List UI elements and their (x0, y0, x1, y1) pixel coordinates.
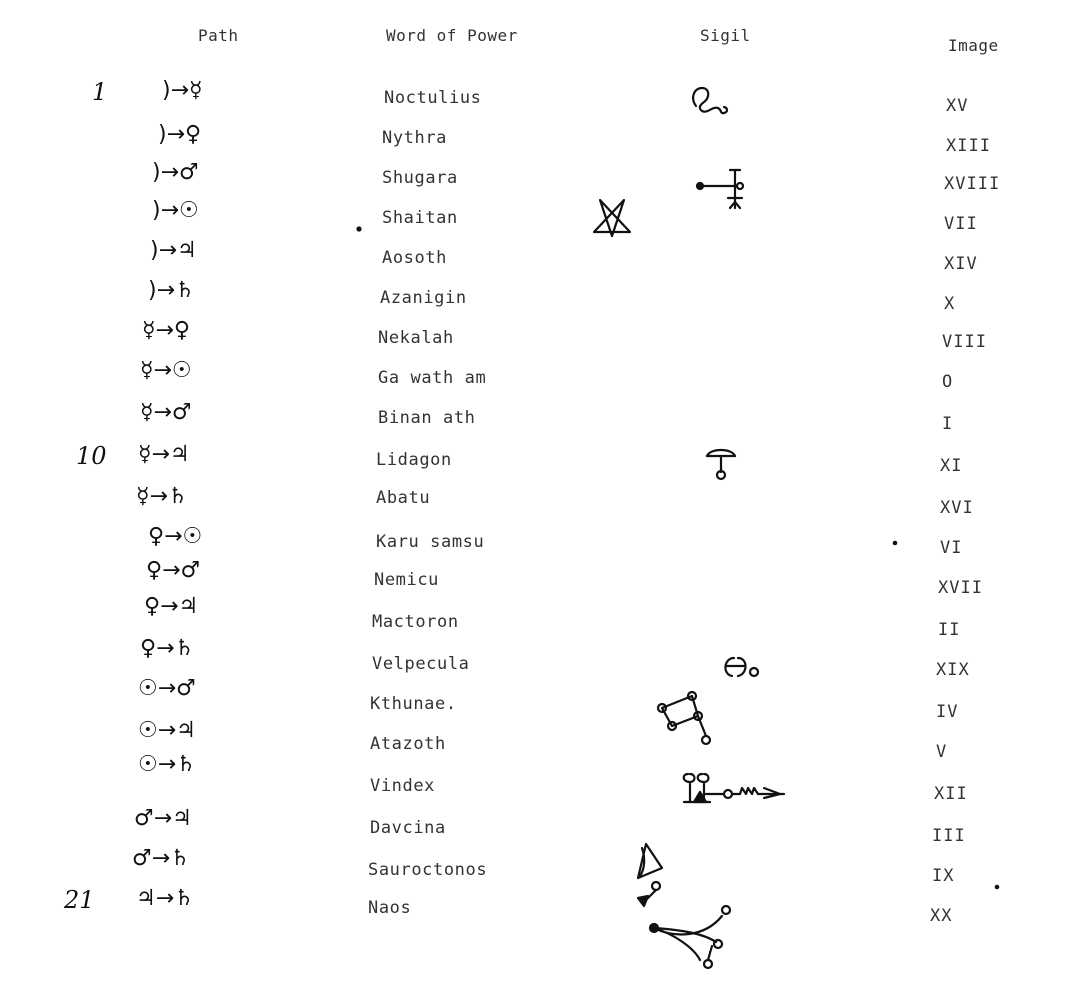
path-symbols: ☿→♀ (142, 318, 191, 343)
path-symbols: ☿→♃ (138, 442, 190, 467)
word-of-power: Ga wath am (378, 368, 487, 388)
sigil-shugara-icon (694, 164, 754, 214)
path-symbols: ☉→♂ (138, 676, 196, 701)
path-symbols: ☉→♄ (138, 752, 196, 777)
table-row (0, 278, 1080, 318)
path-number: 21 (64, 886, 95, 914)
word-of-power: Lidagon (376, 450, 452, 470)
table-row (0, 358, 1080, 398)
path-symbols: ☿→☉ (140, 358, 192, 383)
path-symbols: ♀→☉ (148, 524, 203, 549)
scan-speck (356, 226, 362, 232)
path-symbols: ♀→♃ (144, 594, 199, 619)
table-row (0, 636, 1080, 680)
table-row (0, 594, 1080, 640)
table-row (0, 558, 1080, 598)
table-row (0, 160, 1080, 200)
table-row (0, 318, 1080, 358)
path-symbols: )→☿ (162, 78, 203, 103)
word-of-power: Vindex (370, 776, 436, 796)
image-numeral: XIII (946, 136, 991, 156)
image-numeral: XVII (938, 578, 983, 598)
image-numeral: VII (944, 214, 978, 234)
path-symbols: )→♃ (150, 238, 197, 263)
table-row (0, 676, 1080, 722)
path-number: 1 (92, 78, 108, 106)
scan-speck (892, 540, 898, 546)
path-symbols: )→☉ (152, 198, 199, 223)
image-numeral: IV (936, 702, 959, 722)
path-symbols: ☿→♂ (140, 400, 192, 425)
sigil-lidagon-icon (704, 446, 738, 482)
sigil-noctulius-icon (688, 84, 734, 118)
table-row (0, 122, 1080, 162)
table-row (0, 806, 1080, 846)
table-row (0, 886, 1080, 926)
image-numeral: XI (940, 456, 963, 476)
path-symbols: ♀→♂ (146, 558, 201, 583)
table-row (0, 198, 1080, 238)
path-symbols: ♂→♃ (134, 806, 192, 831)
word-of-power: Nemicu (374, 570, 440, 590)
pentagram-icon (590, 196, 634, 238)
word-of-power: Shugara (382, 168, 458, 188)
sigil-kthunae-icon (652, 690, 722, 750)
word-of-power: Aosoth (382, 248, 448, 268)
image-numeral: XII (934, 784, 968, 804)
path-symbols: )→♀ (158, 122, 202, 147)
image-numeral: XVIII (944, 174, 1001, 194)
table-row (0, 752, 1080, 804)
image-numeral: XIX (936, 660, 970, 680)
word-of-power: Abatu (376, 488, 431, 508)
image-numeral: VI (940, 538, 963, 558)
image-numeral: III (932, 826, 966, 846)
word-of-power: Nythra (382, 128, 448, 148)
sigil-vindex-icon (680, 768, 790, 808)
image-numeral: II (938, 620, 961, 640)
image-numeral: XVI (940, 498, 974, 518)
sigil-velpecula-icon (718, 654, 768, 682)
image-numeral: V (936, 742, 948, 762)
table-row (0, 484, 1080, 524)
table-row (0, 442, 1080, 482)
image-numeral: IX (932, 866, 955, 886)
word-of-power: Sauroctonos (368, 860, 488, 880)
path-symbols: ☿→♄ (136, 484, 188, 509)
word-of-power: Noctulius (384, 88, 482, 108)
path-symbols: ♂→♄ (132, 846, 190, 871)
word-of-power: Binan ath (378, 408, 476, 428)
word-of-power: Velpecula (372, 654, 470, 674)
image-numeral: O (942, 372, 954, 392)
path-number: 10 (76, 442, 107, 470)
image-numeral: XIV (944, 254, 978, 274)
word-of-power: Atazoth (370, 734, 446, 754)
word-of-power: Davcina (370, 818, 446, 838)
header-path: Path (198, 26, 239, 45)
table-row (0, 238, 1080, 278)
image-numeral: XX (930, 906, 953, 926)
image-numeral: I (942, 414, 954, 434)
path-symbols: )→♂ (152, 160, 199, 185)
word-of-power: Karu samsu (376, 532, 485, 552)
sigil-naos-icon (644, 898, 734, 978)
path-symbols: ♀→♄ (140, 636, 195, 661)
path-symbols: )→♄ (148, 278, 195, 303)
header-word-of-power: Word of Power (386, 26, 518, 45)
scan-speck (994, 884, 1000, 890)
path-symbols: ♃→♄ (136, 886, 194, 911)
word-of-power: Shaitan (382, 208, 458, 228)
header-sigil: Sigil (700, 26, 751, 45)
table-row (0, 78, 1080, 118)
word-of-power: Naos (368, 898, 412, 918)
path-symbols: ☉→♃ (138, 718, 196, 743)
word-of-power: Azanigin (380, 288, 467, 308)
word-of-power: Nekalah (378, 328, 454, 348)
table-row (0, 846, 1080, 886)
word-of-power: Mactoron (372, 612, 459, 632)
table-row (0, 400, 1080, 440)
word-of-power: Kthunae. (370, 694, 457, 714)
image-numeral: X (944, 294, 956, 314)
image-numeral: VIII (942, 332, 987, 352)
image-numeral: XV (946, 96, 969, 116)
header-image: Image (948, 36, 999, 55)
